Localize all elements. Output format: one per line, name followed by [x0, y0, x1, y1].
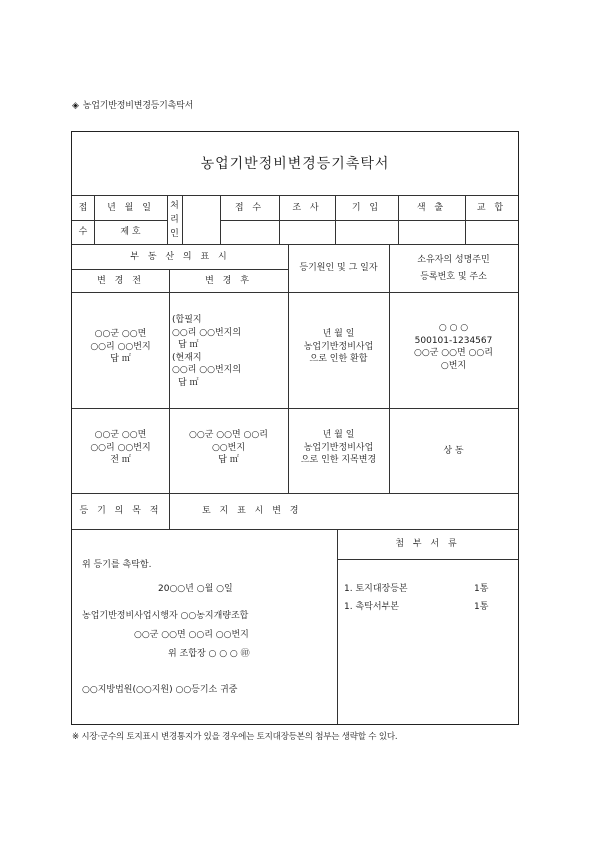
row1-before-line: ○○리 ○○번지	[90, 341, 151, 352]
row1-owner-line: 500101-1234567	[414, 335, 493, 346]
row1-after-line: ○○리 ○○번지의	[172, 365, 242, 375]
header-saekchul: 색 출	[416, 203, 447, 213]
row1-owner-line: ○○군 ○○면 ○○리	[414, 348, 493, 358]
header-su: 수	[78, 227, 88, 237]
header-cheori-in-1: 처	[170, 201, 179, 211]
header-date: 년 월 일	[107, 203, 154, 213]
divider	[72, 195, 518, 196]
header-giip: 기 입	[351, 203, 382, 213]
row2-cause-line: 으로 인한 지목변경	[300, 455, 377, 465]
row2-after-line: ○○군 ○○면 ○○리	[189, 430, 268, 440]
divider	[72, 269, 288, 270]
header-jeop: 접	[78, 203, 88, 213]
row2-after-line: 답 ㎡	[218, 455, 239, 465]
divider	[337, 529, 338, 724]
row2-before	[72, 429, 169, 467]
header-cheori-in-3: 인	[170, 229, 179, 239]
row1-cause-line: 년 월 일	[322, 329, 355, 339]
row1-after-line: (현재지	[172, 352, 202, 363]
footnote: ※ 시장·군수의 토지표시 변경통지가 있을 경우에는 토지대장등본의 첨부는 생략할 수 있다.	[72, 732, 398, 742]
property-label: 부 동 산 의 표 시	[130, 252, 230, 262]
header-josa: 조 사	[292, 203, 322, 213]
row1-after-line: (합필지	[172, 315, 202, 325]
row1-owner-line: ○ ○ ○	[438, 323, 469, 333]
header-gyohap: 교 합	[476, 203, 507, 213]
request-requester: 농업기반정비사업시행자 ○○농지개량조합	[82, 611, 249, 621]
after-label: 변 경 후	[205, 276, 252, 286]
divider	[337, 559, 518, 560]
row1-after-line: 답 ㎡	[178, 340, 199, 350]
owner-label-line1: 소유자의 성명주민	[417, 255, 490, 265]
divider	[220, 220, 518, 221]
purpose-label: 등 기 의 목 적	[79, 506, 162, 516]
form-frame	[71, 131, 519, 725]
divider	[72, 529, 518, 530]
row2-owner: 상 동	[443, 446, 464, 456]
header-cheori-in-2: 리	[170, 215, 179, 225]
row1-before-line: ○○군 ○○면	[94, 329, 147, 339]
before-label: 변 경 전	[97, 276, 144, 286]
owner-label-line2: 등록번호 및 주소	[420, 272, 487, 282]
row1-cause	[288, 328, 389, 366]
request-recipient: ○○지방법원(○○지원) ○○등기소 귀중	[82, 685, 238, 695]
row2-cause	[288, 429, 389, 467]
request-line1: 위 등기를 촉탁함.	[82, 560, 152, 570]
row1-owner-line: ○번지	[440, 360, 467, 371]
divider	[72, 292, 518, 293]
row1-after-line: ○○리 ○○번지의	[172, 327, 242, 338]
row2-cause-line: 년 월 일	[322, 430, 355, 440]
form-label-text: 농업기반정비변경등기촉탁서	[82, 101, 194, 111]
request-representative: 위 조합장 ○ ○ ○ ㊞	[168, 649, 250, 659]
row2-after	[169, 429, 288, 467]
row1-after	[172, 314, 288, 389]
row2-after-line: ○○번지	[211, 442, 246, 453]
row1-cause-line: 농업기반정비사업	[303, 341, 374, 352]
row1-owner	[389, 322, 518, 372]
row2-cause-line: 농업기반정비사업	[303, 442, 374, 453]
form-label	[72, 98, 193, 111]
divider	[182, 195, 183, 244]
header-jeopsu: 접 수	[234, 203, 265, 213]
row2-before-line: ○○리 ○○번지	[90, 442, 151, 453]
row1-cause-line: 으로 인한 환합	[309, 354, 368, 364]
request-date: 20○○년 ○월 ○일	[158, 584, 233, 594]
cause-label: 등기원인 및 그 일자	[299, 263, 378, 273]
divider	[72, 244, 518, 245]
attachment-item-count: 1통	[474, 584, 489, 594]
form-title: 농업기반정비변경등기촉탁서	[200, 156, 390, 172]
attachments-label: 첨 부 서 류	[395, 539, 460, 549]
row1-before	[72, 328, 169, 366]
attachment-item-count: 1통	[474, 602, 489, 612]
row2-before-line: ○○군 ○○면	[94, 430, 147, 440]
row2-before-line: 전 ㎡	[110, 455, 131, 465]
divider	[169, 493, 170, 529]
attachment-item-name: 1. 토지대장등본	[344, 584, 408, 594]
diamond-bullet-icon: ◈	[72, 101, 79, 111]
divider	[72, 493, 518, 494]
header-je-ho: 제 호	[120, 227, 141, 237]
purpose-value: 토 지 표 시 변 경	[202, 506, 302, 516]
row1-before-line: 답 ㎡	[110, 354, 131, 364]
divider	[72, 408, 518, 409]
attachment-item-name: 1. 촉탁서부본	[344, 602, 399, 612]
divider	[72, 220, 167, 221]
row1-after-line: 답 ㎡	[178, 377, 199, 388]
request-address: ○○군 ○○면 ○○리 ○○번지	[134, 630, 249, 640]
